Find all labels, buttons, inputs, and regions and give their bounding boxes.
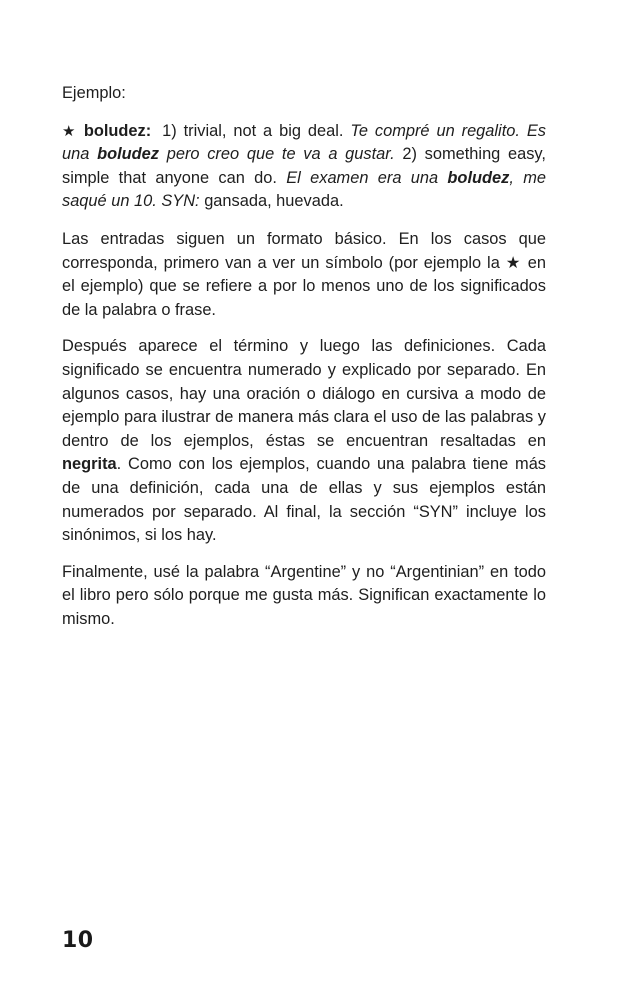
star-icon-inline: ★ bbox=[505, 253, 522, 272]
entry-headword: boludez: bbox=[83, 121, 152, 140]
sense-2-number: 2) bbox=[402, 145, 417, 164]
sense-2-example-end: , me saqué un 10. bbox=[62, 168, 546, 211]
synonyms-list: gansada, huevada. bbox=[204, 192, 344, 211]
sense-2-example-highlight: boludez bbox=[447, 168, 510, 187]
example-label: Ejemplo: bbox=[62, 84, 126, 102]
sense-1-number: 1) bbox=[162, 121, 177, 140]
sense-2-example-start: El examen era una bbox=[286, 168, 439, 187]
paragraph-definitions-end: . Como con los ejemplos, cuando una palabra tiene más de una definición, cada una de ellas y sus ejemplos están numerados por separado. Al final, la sección “SYN” incluye los sinónimos, si los hay. bbox=[62, 455, 546, 545]
paragraph-format-start: Las entradas siguen un formato básico. En los casos que corresponda, primero van a ver un símbolo (por ejemplo la bbox=[62, 229, 546, 272]
star-icon: ★ bbox=[62, 121, 78, 140]
sense-1-example-highlight: boludez bbox=[97, 145, 159, 164]
paragraph-argentine: Finalmente, usé la palabra “Argentine” y no “Argentinian” en todo el libro pero sólo porque me gusta más. Significan exactamente lo mismo. bbox=[62, 562, 546, 628]
paragraph-definitions-start: Después aparece el término y luego las definiciones. Cada significado se encuentra numerado y explicado por separado. En algunos casos, hay una oración o diálogo en cursiva a modo de ejemplo para ilustrar de manera más clara el uso de las palabras y dentro de los ejemplos, éstas se encuentran resaltadas en bbox=[62, 337, 546, 450]
paragraph-format-end: en el ejemplo) que se refiere a por lo menos uno de los significados de la palabra o frase. bbox=[62, 253, 547, 319]
sense-1-definition: trivial, not a big deal. bbox=[183, 121, 344, 140]
page-body bbox=[62, 82, 546, 644]
synonyms-label: SYN: bbox=[161, 192, 200, 211]
sense-1-example-end: pero creo que te va a gustar. bbox=[166, 145, 395, 164]
bold-word-negrita: negrita bbox=[62, 455, 117, 474]
paragraph-format bbox=[62, 228, 546, 322]
page-number: 10 bbox=[62, 928, 94, 953]
paragraph-definitions bbox=[62, 335, 546, 547]
sense-2-definition: something easy, simple that anyone can do. bbox=[62, 145, 546, 187]
sense-1-example-start: Te compré un regalito. Es una bbox=[62, 121, 546, 164]
dictionary-entry-example bbox=[62, 120, 546, 214]
